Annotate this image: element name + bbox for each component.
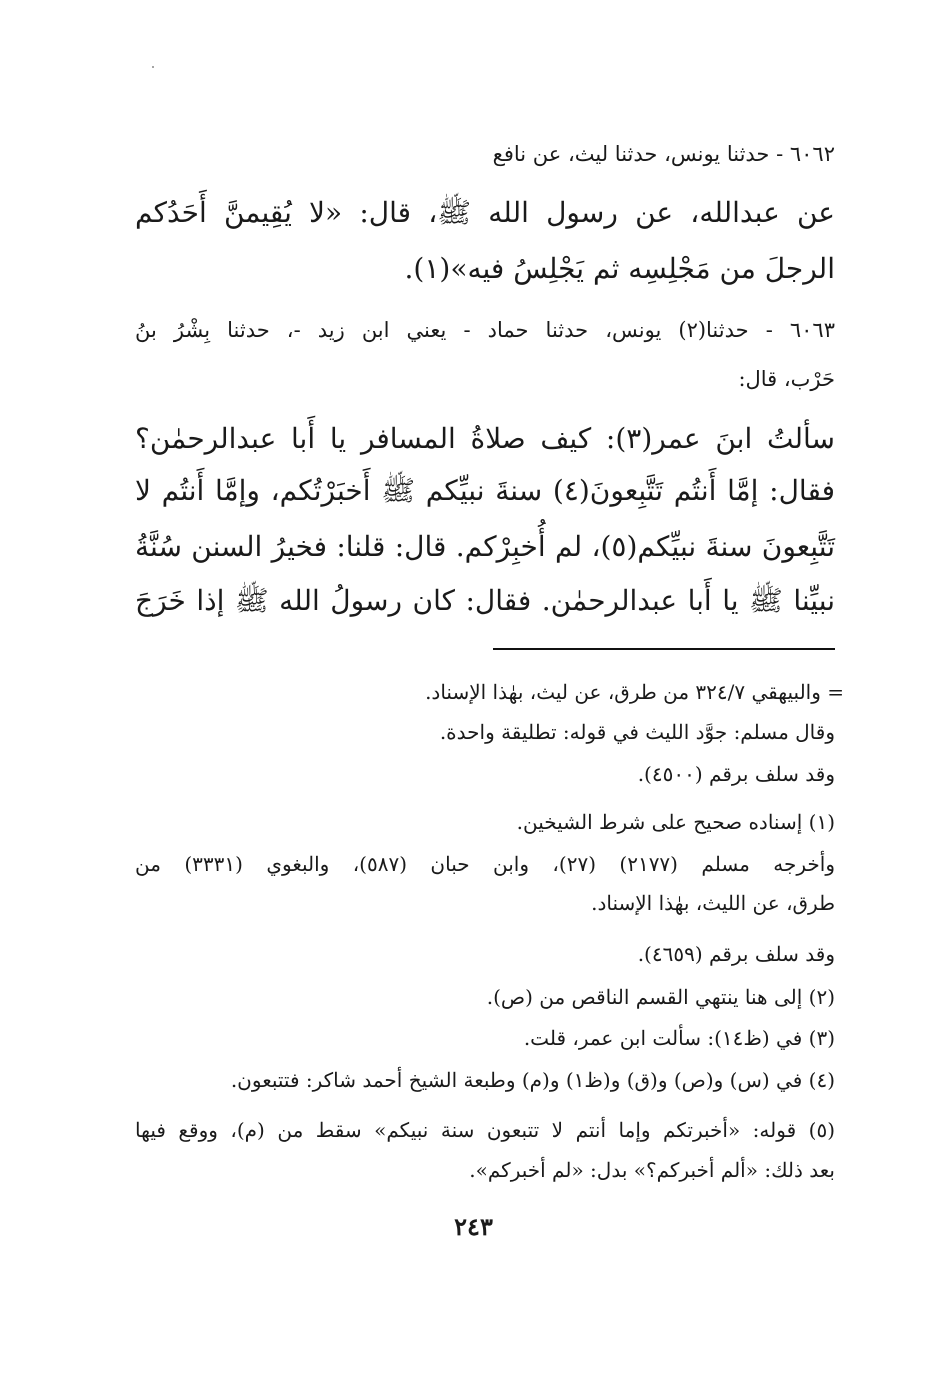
- hadith-6062-line-1: ٦٠٦٢ - حدثنا يونس، حدثنا ليث، عن نافع: [492, 142, 835, 166]
- hadith-6063-line-2: حَرْب، قال:: [738, 367, 835, 391]
- footnote-4: (٤) في (س) و(ص) و(ق) و(ظ١) و(م) وطبعة الشيخ أحمد شاكر: فتتبعون.: [230, 1068, 835, 1092]
- footnote-1-line-2: وأخرجه مسلم (٢١٧٧) (٢٧)، وابن حبان (٥٨٧)، والبغوي (٣٣٣١) من: [135, 852, 835, 876]
- page-number: ٢٤٣: [454, 1212, 493, 1241]
- footnote-1-line-4: وقد سلف برقم (٤٦٥٩).: [637, 942, 835, 966]
- hadith-6063-line-4: فقال: إمَّا أَنتُم تَتَّبِعونَ(٤) سنةَ نبيِّكم ﷺ أَخبَرْتُكم، وإمَّا أَنتُم لا: [135, 474, 835, 507]
- footnote-continuation-1: = والبيهقي ٣٢٤/٧ من طرق، عن ليث، بهٰذا الإسناد.: [425, 680, 844, 704]
- footnote-2: (٢) إلى هنا ينتهي القسم الناقص من (ص).: [486, 985, 835, 1009]
- footnote-3: (٣) في (ظ١٤): سألت ابن عمر، قلت.: [523, 1026, 835, 1050]
- footnote-5-line-1: (٥) قوله: «أخبرتكم وإما أنتم لا تتبعون سنة نبيكم» سقط من (م)، ووقع فيها: [135, 1118, 835, 1142]
- hadith-6063-line-6: نبيِّنا ﷺ يا أَبا عبدالرحمٰن. فقال: كان رسولُ الله ﷺ إذا خَرَجَ: [135, 584, 835, 617]
- footnote-continuation-2: وقال مسلم: جوَّد الليث في قوله: تطليقة واحدة.: [439, 720, 835, 744]
- footnote-1-line-1: (١) إسناده صحيح على شرط الشيخين.: [516, 810, 835, 834]
- footnote-1-line-3: طرق، عن الليث، بهٰذا الإسناد.: [591, 891, 835, 915]
- hadith-6063-line-3: سألتُ ابنَ عمر(٣): كيف صلاةُ المسافر يا أَبا عبدالرحمٰن؟: [135, 422, 835, 455]
- hadith-6063-line-1: ٦٠٦٣ - حدثنا(٢) يونس، حدثنا حماد - يعني ابن زيد -، حدثنا بِشْرُ بنُ: [135, 318, 835, 342]
- footnote-5-line-2: بعد ذلك: «ألم أخبركم؟» بدل: «لم أخبركم».: [469, 1158, 835, 1182]
- hadith-6062-line-3: الرجلَ من مَجْلِسِه ثم يَجْلِسُ فيه»(١).: [404, 252, 835, 285]
- footnote-separator: [493, 648, 835, 650]
- hadith-6062-line-2: عن عبدالله، عن رسول الله ﷺ، قال: «لا يُقِيمنَّ أَحَدُكم: [135, 196, 835, 229]
- scan-speck: [152, 66, 154, 68]
- footnote-continuation-3: وقد سلف برقم (٤٥٠٠).: [637, 762, 835, 786]
- hadith-6063-line-5: تَتَّبِعونَ سنةَ نبيِّكم(٥)، لم أُخبِرْكم. قال: قلنا: فخيرُ السنن سُنَّةُ: [135, 530, 835, 563]
